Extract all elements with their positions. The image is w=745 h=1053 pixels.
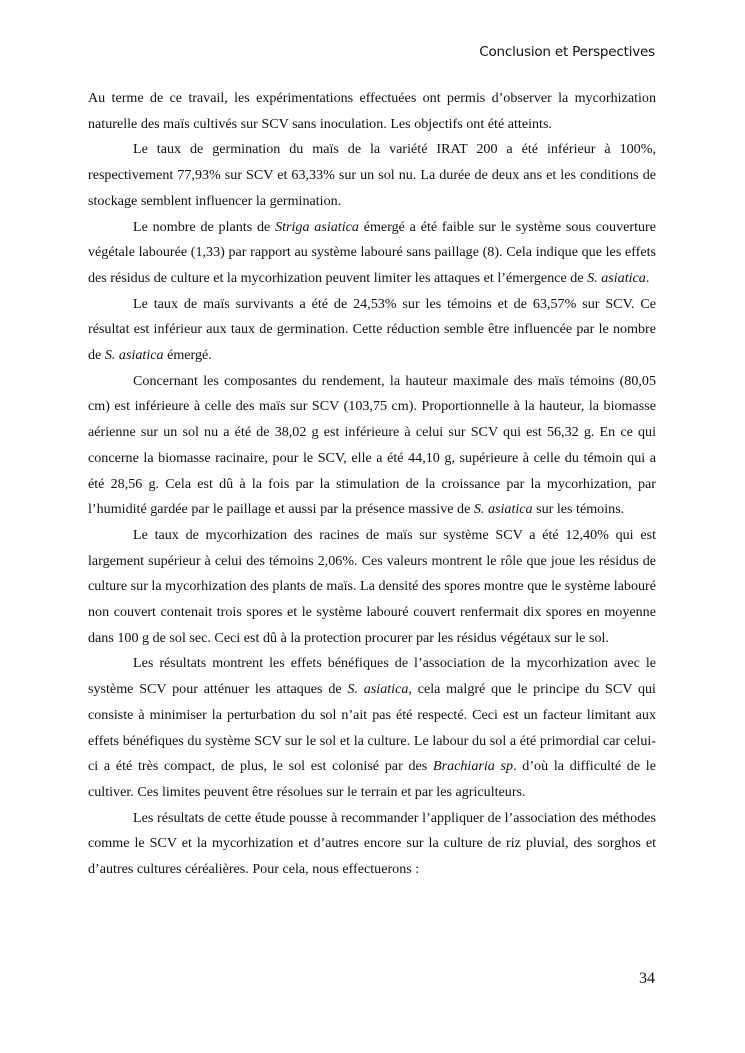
text-run: , cela malgré que le principe du SCV qui consiste à minimiser la perturbation du sol n’ait pas été respecté. Ceci est un facteur limitant aux effets bénéfiques du système SCV sur le sol et la culture. Le labour du sol a été primordial car celui-ci a été très compact, de plus, le sol est colonisé par des <box>88 681 656 775</box>
text-run: émergé a été faible sur le système sous couverture végétale labourée (1,33) par rapport au système labouré sans paillage (8). Cela indique que les effets des résidus de culture et la mycorhization peuvent limiter les attaques et l’émergence de <box>88 218 656 286</box>
species-name: S. asiatica <box>473 501 533 518</box>
paragraph-intro: Au terme de ce travail, les expérimentations effectuées ont permis d’observer la mycorhization naturelle des maïs cultivés sur SCV sans inoculation. Les objectifs ont été atteints. <box>88 90 656 132</box>
text-run: sur les témoins. <box>532 501 625 518</box>
paragraph-recommendations: Les résultats de cette étude pousse à recommander l’appliquer de l’association des méthodes comme le SCV et la mycorhization et d’autres encore sur la culture de riz pluvial, des sorghos et d’autres cultures céréalières. Pour cela, nous effectuerons : <box>88 809 656 878</box>
species-name: Striga asiatica <box>275 218 359 235</box>
running-header: Conclusion et Perspectives <box>479 44 655 60</box>
species-name: S. asiatica <box>347 681 409 698</box>
text-run: . <box>645 269 650 286</box>
species-name: Brachiaria sp <box>432 758 514 775</box>
paragraph-mycorrhization: Le taux de mycorhization des racines de maïs sur système SCV a été 12,40% qui est largement supérieur à celui des témoins 2,06%. Ces valeurs montrent le rôle que joue les résidus de culture sur la mycorhization des plants de maïs. La densité des spores montre que le système labouré non couvert contenait trois spores et le système labouré couvert renfermait dix spores en moyenne dans 100 g de sol sec. Ceci est dû à la protection procurer par les résidus végétaux sur le sol. <box>88 526 656 646</box>
species-name: S. asiatica <box>587 269 646 286</box>
text-run: Les résultats montrent les effets bénéfiques de l’association de la mycorhization avec le système SCV pour atténuer les attaques de <box>88 655 656 698</box>
text-run: . d’où la difficulté de le cultiver. Ces limites peuvent être résolues sur le terrain et par les agriculteurs. <box>88 758 656 800</box>
paragraph-results <box>88 651 656 805</box>
text-run: Le taux de maïs survivants a été de 24,53% sur les témoins et de 63,57% sur SCV. Ce résultat est inférieur aux taux de germination. Cette réduction semble être influencée par le nombre de <box>88 295 656 364</box>
paragraph-survival <box>88 292 656 369</box>
paragraph-striga <box>88 215 656 292</box>
body-text <box>88 86 656 883</box>
species-name: S. asiatica <box>104 347 164 364</box>
paragraph-yield <box>88 369 656 523</box>
page-number: 34 <box>639 970 655 987</box>
text-run: Le nombre de plants de <box>133 218 276 235</box>
paragraph-germination: Le taux de germination du maïs de la variété IRAT 200 a été inférieur à 100%, respectivement 77,93% sur SCV et 63,33% sur un sol nu. La durée de deux ans et les conditions de stockage semblent influencer la germination. <box>88 141 656 209</box>
text-run: Concernant les composantes du rendement, la hauteur maximale des maïs témoins (80,05 cm) est inférieure à celle des maïs sur SCV (103,75 cm). Proportionnelle à la hauteur, la biomasse aérienne sur un sol nu a été de 38,02 g est inférieure à celui sur SCV qui est 56,32 g. En ce qui concerne la biomasse racinaire, pour le SCV, elle a été 44,10 g, supérieure à celle du témoin qui a été 28,56 g. Cela est dû à la fois par la stimulation de la croissance par la mycorhization, par l’humidité gardée par le paillage et aussi par la présence massive de <box>88 372 656 518</box>
text-run: émergé. <box>163 347 212 364</box>
